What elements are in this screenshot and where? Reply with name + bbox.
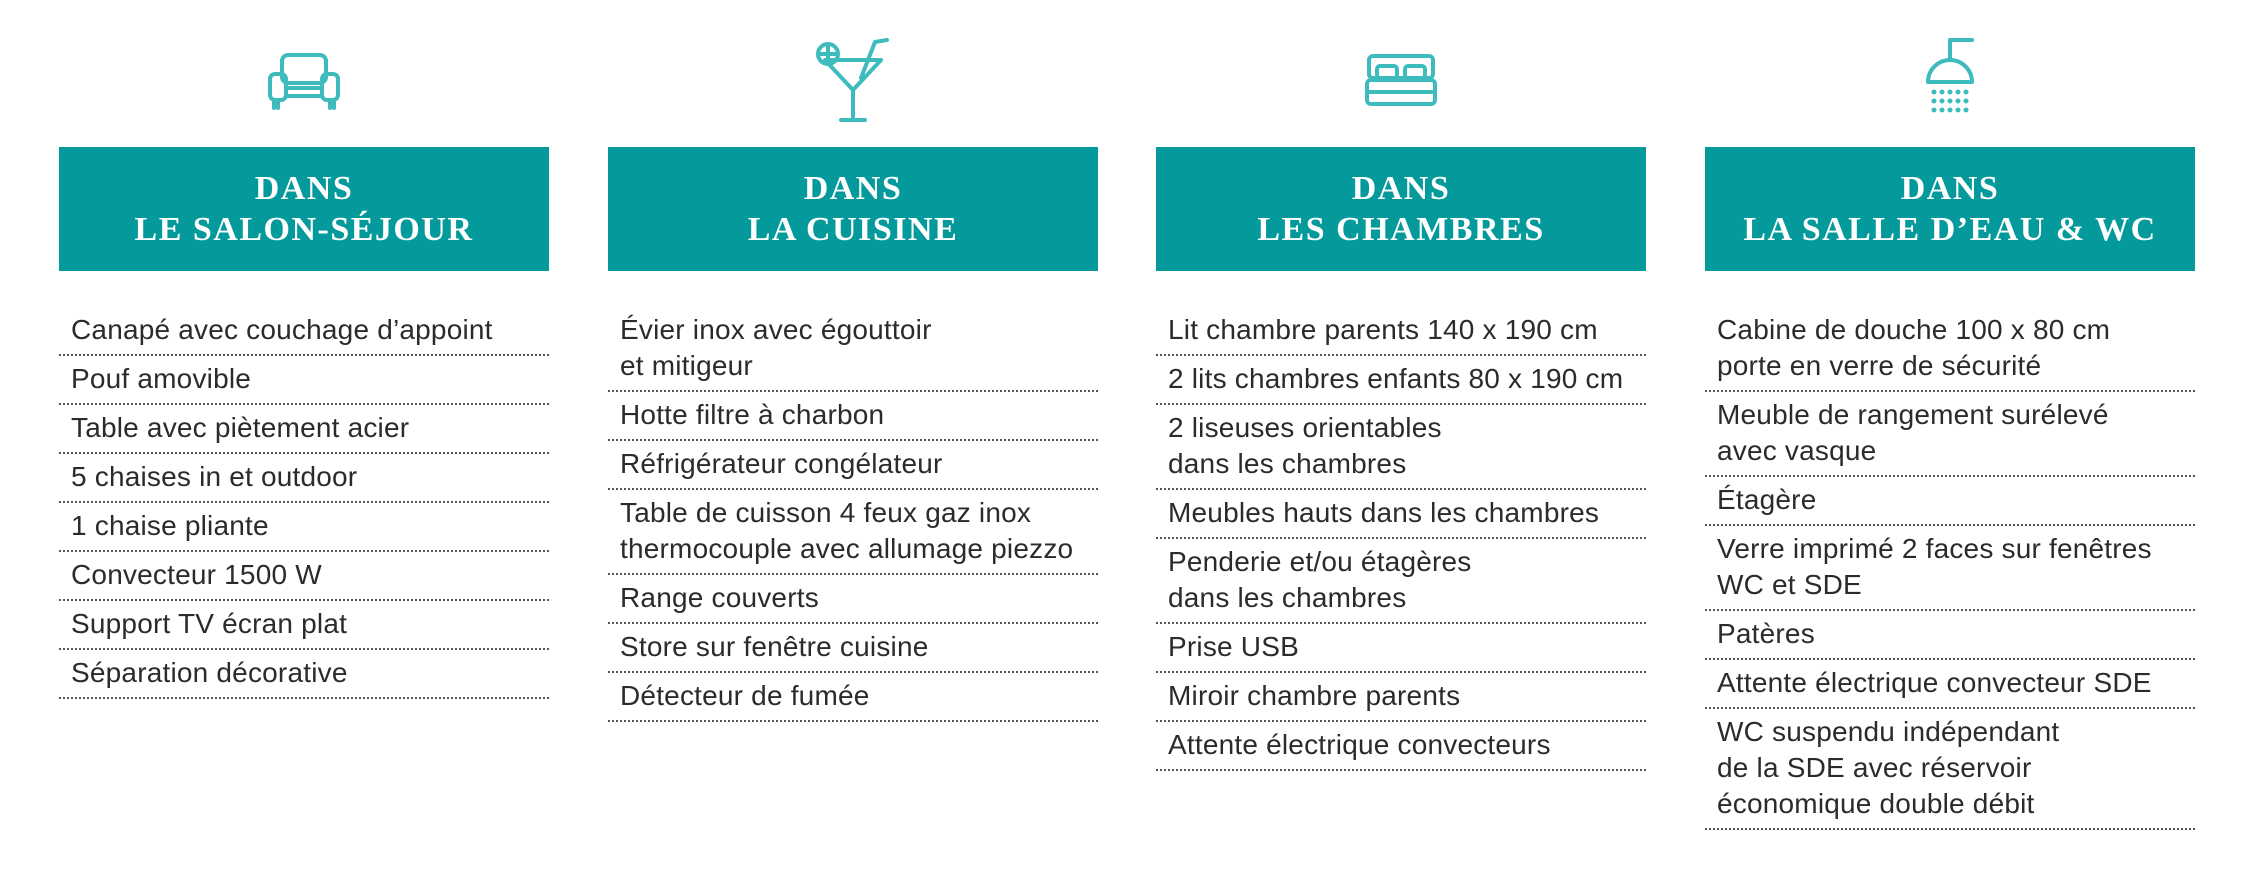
list-item: Penderie et/ou étagères dans les chambres — [1156, 539, 1646, 624]
list-item: Convecteur 1500 W — [59, 552, 549, 601]
list-item: Patères — [1705, 611, 2195, 660]
heading-line-1: DANS — [1900, 170, 2000, 207]
list-item: 2 lits chambres enfants 80 x 190 cm — [1156, 356, 1646, 405]
list-item: Prise USB — [1156, 624, 1646, 673]
list-item: Range couverts — [608, 575, 1098, 624]
list-item: Réfrigérateur congélateur — [608, 441, 1098, 490]
section-heading — [59, 147, 549, 271]
list-item: Support TV écran plat — [59, 601, 549, 650]
list-item: Miroir chambre parents — [1156, 673, 1646, 722]
list-item: Store sur fenêtre cuisine — [608, 624, 1098, 673]
section-heading — [1156, 147, 1646, 271]
equipment-list — [608, 307, 1098, 722]
cocktail-glass-icon — [803, 30, 903, 130]
list-item: Table de cuisson 4 feux gaz inox thermocouple avec allumage piezzo — [608, 490, 1098, 575]
shower-icon — [1900, 30, 2000, 130]
list-item: Hotte filtre à charbon — [608, 392, 1098, 441]
list-item: Étagère — [1705, 477, 2195, 526]
heading-line-2: LA SALLE D’EAU & WC — [1743, 211, 2157, 248]
heading-line-2: LES CHAMBRES — [1257, 211, 1545, 248]
heading-line-1: DANS — [254, 170, 354, 207]
list-item: WC suspendu indépendant de la SDE avec réservoir économique double débit — [1705, 709, 2195, 830]
section-heading — [608, 147, 1098, 271]
list-item: Attente électrique convecteur SDE — [1705, 660, 2195, 709]
list-item: Meubles hauts dans les chambres — [1156, 490, 1646, 539]
list-item: Pouf amovible — [59, 356, 549, 405]
list-item: Canapé avec couchage d’appoint — [59, 307, 549, 356]
list-item: Table avec piètement acier — [59, 405, 549, 454]
list-item: 5 chaises in et outdoor — [59, 454, 549, 503]
heading-line-2: LE SALON-SÉJOUR — [134, 211, 474, 248]
equipment-list — [59, 307, 549, 699]
list-item: Attente électrique convecteurs — [1156, 722, 1646, 771]
section-heading — [1705, 147, 2195, 271]
equipment-list — [1156, 307, 1646, 771]
list-item: Meuble de rangement surélevé avec vasque — [1705, 392, 2195, 477]
list-item: Séparation décorative — [59, 650, 549, 699]
list-item: Lit chambre parents 140 x 190 cm — [1156, 307, 1646, 356]
list-item: 2 liseuses orientables dans les chambres — [1156, 405, 1646, 490]
heading-line-1: DANS — [803, 170, 903, 207]
list-item: Détecteur de fumée — [608, 673, 1098, 722]
list-item: Évier inox avec égouttoir et mitigeur — [608, 307, 1098, 392]
heading-line-1: DANS — [1351, 170, 1451, 207]
heading-line-2: LA CUISINE — [747, 211, 959, 248]
equipment-list — [1705, 307, 2195, 830]
list-item: Cabine de douche 100 x 80 cm porte en verre de sécurité — [1705, 307, 2195, 392]
list-item: 1 chaise pliante — [59, 503, 549, 552]
list-item: Verre imprimé 2 faces sur fenêtres WC et SDE — [1705, 526, 2195, 611]
armchair-icon — [254, 30, 354, 130]
bed-icon — [1351, 30, 1451, 130]
